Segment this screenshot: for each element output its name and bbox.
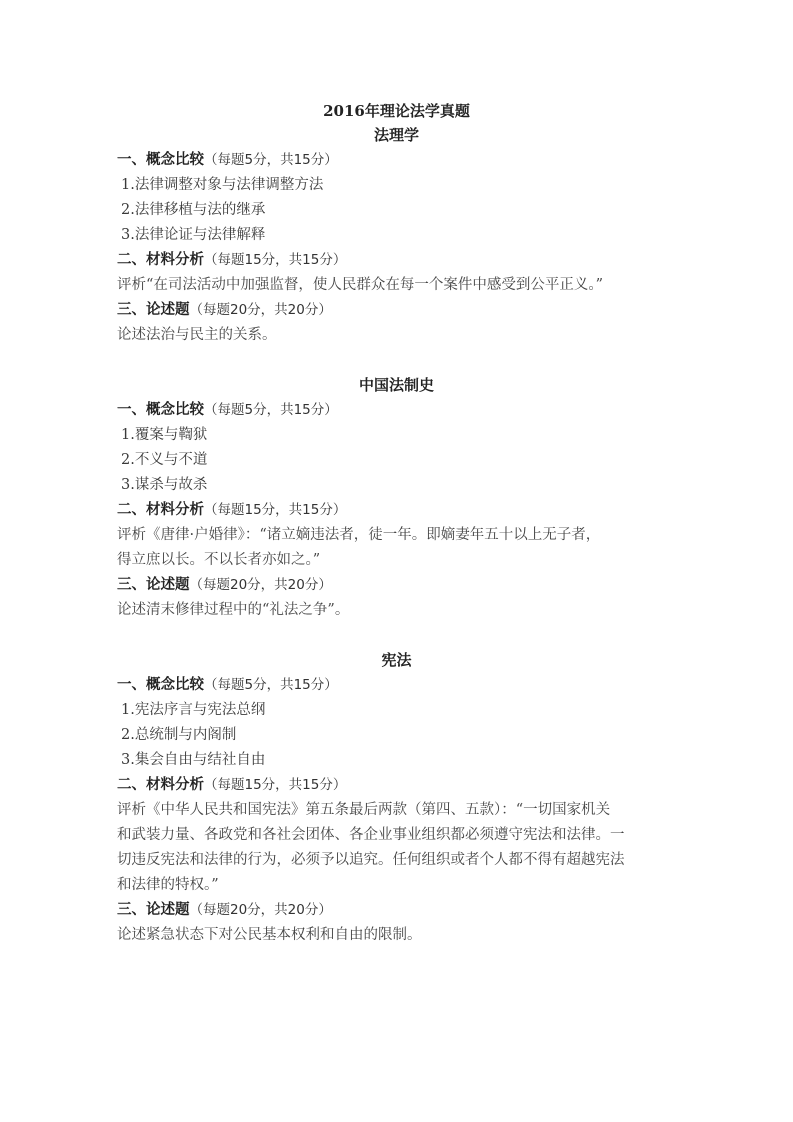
paragraph-line: 评析“在司法活动中加强监督，使人民群众在每一个案件中感受到公平正义。”: [117, 277, 604, 293]
paragraph-line: 切违反宪法和法律的行为，必须予以追究。任何组织或者个人都不得有超越宪法: [117, 852, 625, 868]
paragraph-line: 得立庶以长。不以长者亦如之。”: [117, 552, 321, 568]
list-item: 2.法律移植与法的继承: [121, 202, 266, 218]
list-item: 1.法律调整对象与法律调整方法: [121, 177, 324, 193]
part-heading: 一、概念比较（每题5分，共15分）: [117, 152, 338, 168]
paragraph-line: 和武装力量、各政党和各社会团体、各企业事业组织都必须遵守宪法和法律。一: [117, 827, 625, 843]
part-heading: 二、材料分析（每题15分，共15分）: [117, 502, 347, 518]
part-heading: 三、论述题（每题20分，共20分）: [117, 302, 332, 318]
list-item: 3.谋杀与故杀: [121, 477, 208, 493]
section-title-legal-history: 中国法制史: [358, 376, 434, 394]
paragraph-line: 评析《中华人民共和国宪法》第五条最后两款（第四、五款）：“一切国家机关: [117, 802, 611, 818]
paragraph-line: 和法律的特权。”: [117, 877, 219, 893]
part-heading: 二、材料分析（每题15分，共15分）: [117, 252, 347, 268]
list-item: 2.总统制与内阁制: [121, 727, 237, 743]
list-item: 3.集会自由与结社自由: [121, 752, 266, 768]
list-item: 1.覆案与鞫狱: [121, 427, 208, 443]
part-heading: 三、论述题（每题20分，共20分）: [117, 902, 332, 918]
part-heading: 一、概念比较（每题5分，共15分）: [117, 677, 338, 693]
paragraph-line: 评析《唐律·户婚律》：“诸立嫡违法者，徒一年。即嫡妻年五十以上无子者，: [117, 527, 601, 543]
document-title: 2016年理论法学真题: [323, 102, 470, 120]
part-heading: 一、概念比较（每题5分，共15分）: [117, 402, 338, 418]
part-heading: 三、论述题（每题20分，共20分）: [117, 577, 332, 593]
list-item: 2.不义与不道: [121, 452, 208, 468]
paragraph-line: 论述清末修律过程中的“礼法之争”。: [117, 602, 350, 618]
list-item: 1.宪法序言与宪法总纲: [121, 702, 266, 718]
section-title-constitution: 宪法: [381, 651, 412, 669]
part-heading: 二、材料分析（每题15分，共15分）: [117, 777, 347, 793]
section-title-jurisprudence: 法理学: [373, 126, 419, 144]
paragraph-line: 论述法治与民主的关系。: [117, 327, 277, 343]
list-item: 3.法律论证与法律解释: [121, 227, 266, 243]
paragraph-line: 论述紧急状态下对公民基本权利和自由的限制。: [117, 927, 422, 943]
